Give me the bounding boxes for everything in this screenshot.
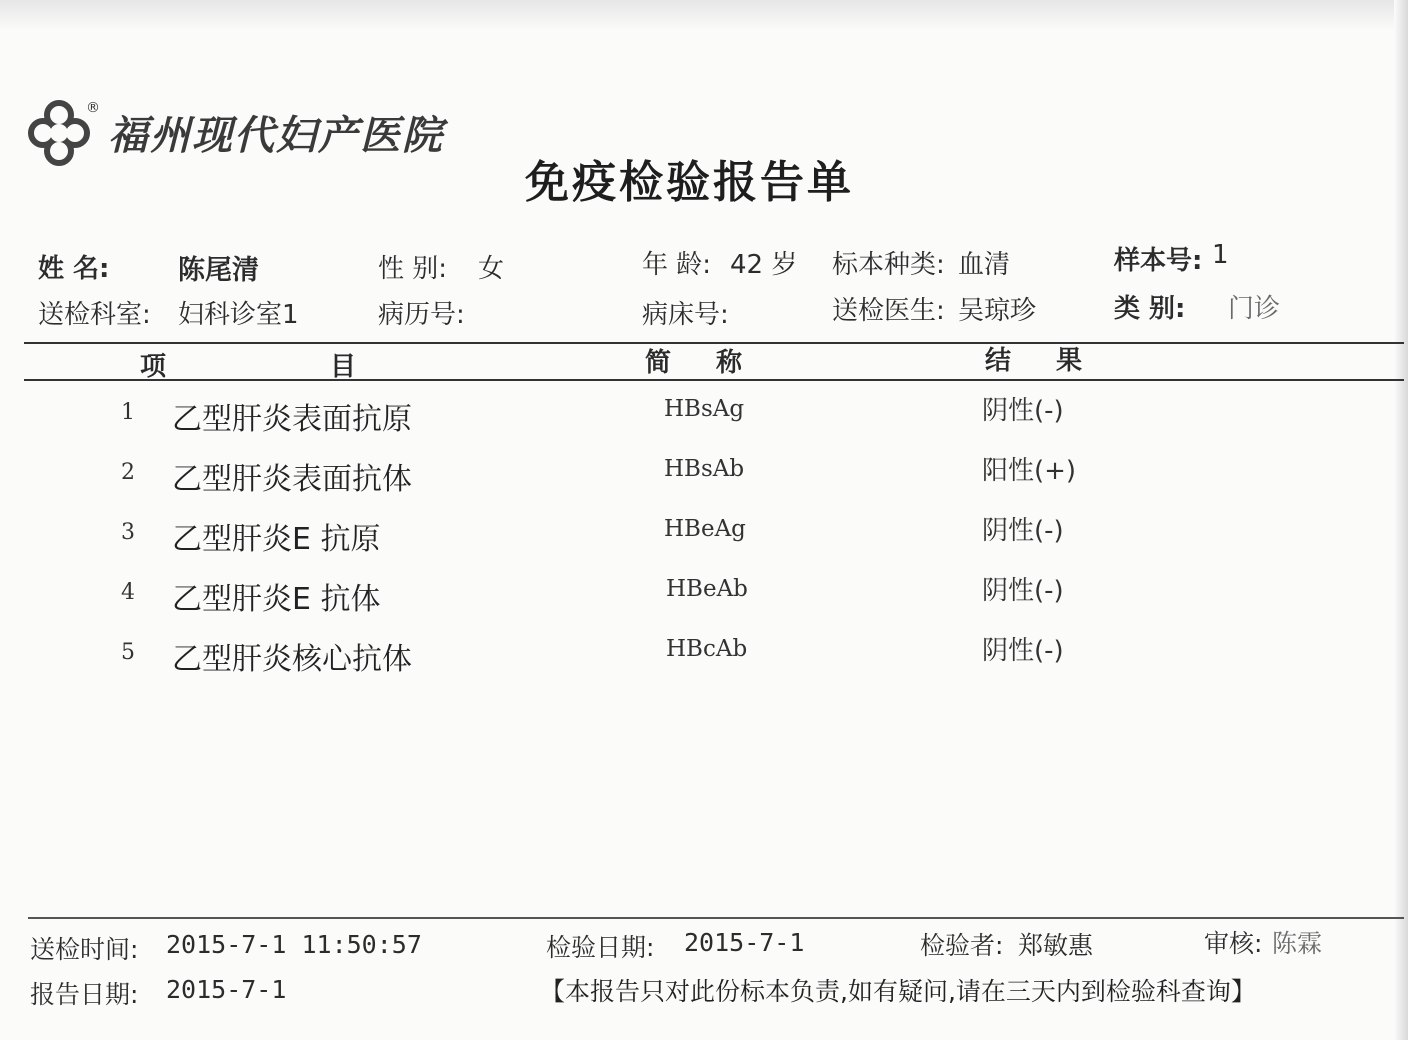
row-result: 阴性(-) [982,516,1064,546]
row-abbr: HBcAb [666,636,748,662]
dept-value: 妇科诊室1 [178,300,299,330]
test-date-label: 检验日期: [546,933,655,962]
header-result-b: 果 [1056,346,1083,376]
row-number: 2 [121,460,135,485]
specimen-label: 标本种类: [832,250,945,280]
row-item: 乙型肝炎E 抗原 [172,522,381,557]
reviewer-name: 陈霖 [1272,929,1323,958]
hospital-logo-icon [26,98,92,168]
footer-rule [28,917,1404,919]
row-number: 5 [121,640,135,665]
age-label: 年 龄: [642,250,712,280]
row-result: 阴性(-) [982,576,1064,606]
patient-age: 42 岁 [730,250,798,280]
table-top-rule [24,342,1404,344]
specimen-type: 血清 [958,250,1011,280]
test-date: 2015-7-1 [684,928,805,957]
header-abbr-b: 称 [716,348,743,378]
sex-label: 性 别: [378,254,448,284]
category-label: 类 别: [1114,294,1186,324]
doctor-value: 吴琼珍 [958,296,1037,326]
bed-label: 病床号: [642,300,729,330]
row-abbr: HBeAg [664,516,746,542]
submit-time-label: 送检时间: [30,935,139,964]
sample-no-label: 样本号: [1114,246,1203,276]
row-item: 乙型肝炎表面抗原 [172,402,412,437]
reviewer-label: 审核: [1204,929,1263,958]
header-abbr-a: 简 [645,348,672,378]
row-item: 乙型肝炎E 抗体 [172,582,381,617]
row-number: 3 [121,520,135,545]
row-item: 乙型肝炎表面抗体 [172,462,412,497]
report-date: 2015-7-1 [166,975,287,1004]
paper-right-shadow [1394,0,1408,1040]
registered-mark: ® [86,100,100,116]
header-item-a: 项 [140,352,167,382]
tester-name: 郑敏惠 [1018,931,1094,960]
report-date-label: 报告日期: [30,980,139,1009]
hospital-name: 福州现代妇产医院 [108,112,444,159]
row-number: 1 [121,400,135,425]
doctor-label: 送检医生: [832,296,945,326]
row-result: 阴性(-) [982,636,1064,666]
row-result: 阳性(+) [982,456,1077,486]
row-item: 乙型肝炎核心抗体 [172,642,412,677]
patient-sex: 女 [478,254,505,284]
patient-name: 陈尾清 [178,255,259,286]
header-item-b: 目 [330,352,357,382]
category-value: 门诊 [1228,294,1281,324]
report-notice: 【本报告只对此份标本负责,如有疑问,请在三天内到检验科查询】 [540,977,1256,1006]
tester-label: 检验者: [920,931,1004,960]
row-abbr: HBsAb [664,456,745,482]
report-title: 免疫检验报告单 [525,157,854,208]
submit-time: 2015-7-1 11:50:57 [166,930,422,959]
dept-label: 送检科室: [38,300,151,330]
record-label: 病历号: [378,300,465,330]
row-number: 4 [121,580,135,605]
row-abbr: HBeAb [666,576,748,602]
row-abbr: HBsAg [664,396,745,422]
table-header-rule [24,379,1404,381]
paper-top-shadow [0,0,1408,30]
name-label: 姓 名: [38,254,110,284]
header-result-a: 结 [985,346,1012,376]
sample-no: 1 [1212,240,1229,270]
row-result: 阴性(-) [982,396,1064,426]
